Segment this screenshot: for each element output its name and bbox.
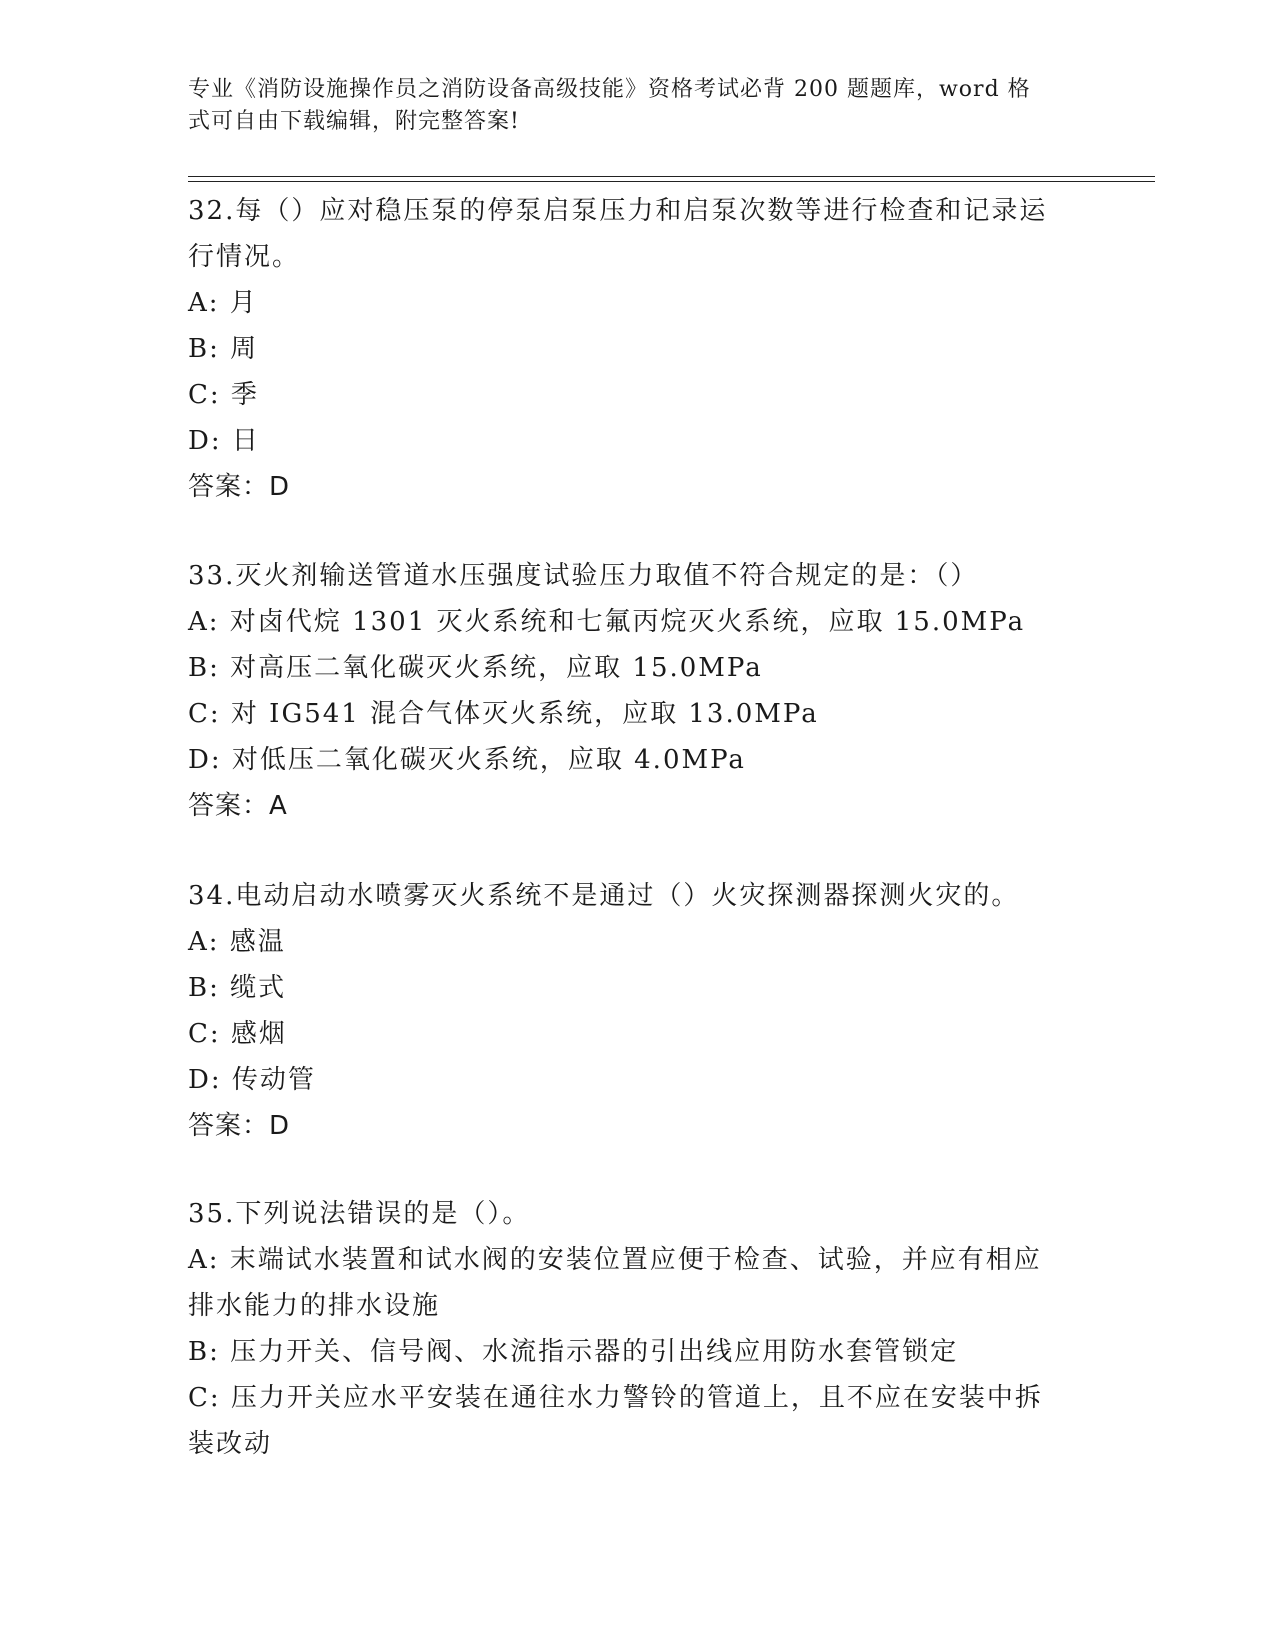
header-rule-bottom — [188, 181, 1155, 182]
option-b: B: 周 — [188, 334, 259, 364]
answer-line: 答案：D — [188, 1111, 291, 1141]
option-d: D: 对低压二氧化碳灭火系统，应取 4.0MPa — [188, 745, 746, 775]
header-line-2: 式可自由下载编辑，附完整答案! — [188, 109, 520, 134]
header-rule-top — [188, 176, 1155, 177]
option-b: B: 缆式 — [188, 973, 287, 1003]
header-line-1: 专业《消防设施操作员之消防设备高级技能》资格考试必背 200 题题库，word 格 — [188, 77, 1031, 102]
option-c-continued: 装改动 — [188, 1429, 273, 1459]
option-a: A: 对卤代烷 1301 灭火系统和七氟丙烷灭火系统，应取 15.0MPa — [188, 607, 1026, 637]
option-b: B: 压力开关、信号阀、水流指示器的引出线应用防水套管锁定 — [188, 1337, 959, 1367]
question-34 — [188, 873, 1078, 1149]
option-a: A: 月 — [188, 288, 258, 318]
question-stem-line: 行情况。 — [188, 242, 301, 272]
question-stem-line: 35.下列说法错误的是（）。 — [188, 1199, 531, 1229]
question-stem-line: 32.每（）应对稳压泵的停泵启泵压力和启泵次数等进行检查和记录运 — [188, 196, 1048, 226]
option-d: D: 日 — [188, 426, 260, 456]
option-c: C: 季 — [188, 380, 259, 410]
question-32 — [188, 188, 1078, 510]
question-stem-line: 33.灭火剂输送管道水压强度试验压力取值不符合规定的是：（） — [188, 561, 979, 591]
question-33 — [188, 553, 1078, 829]
option-d: D: 传动管 — [188, 1065, 316, 1095]
option-a: A: 感温 — [188, 927, 286, 957]
answer-line: 答案：A — [188, 791, 288, 821]
option-a-continued: 排水能力的排水设施 — [188, 1291, 441, 1321]
option-c: C: 感烟 — [188, 1019, 287, 1049]
option-c: C: 压力开关应水平安装在通往水力警铃的管道上，且不应在安装中拆 — [188, 1383, 1043, 1413]
option-b: B: 对高压二氧化碳灭火系统，应取 15.0MPa — [188, 653, 763, 683]
document-header — [188, 74, 1068, 138]
option-c: C: 对 IG541 混合气体灭火系统，应取 13.0MPa — [188, 699, 819, 729]
question-stem-line: 34.电动启动水喷雾灭火系统不是通过（）火灾探测器探测火灾的。 — [188, 881, 1020, 911]
question-35 — [188, 1191, 1078, 1467]
answer-line: 答案：D — [188, 472, 291, 502]
option-a: A: 末端试水装置和试水阀的安装位置应便于检查、试验，并应有相应 — [188, 1245, 1042, 1275]
